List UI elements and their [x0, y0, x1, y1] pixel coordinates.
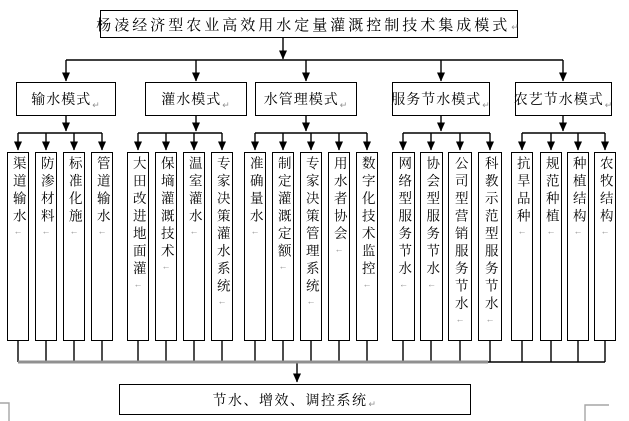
- paragraph-mark: ←: [455, 313, 465, 324]
- leaf-label: 种植结构: [570, 156, 586, 226]
- leaf-label: 专家决策灌水系统: [214, 156, 230, 296]
- paragraph-mark: ←: [306, 296, 316, 306]
- leaf-box: [328, 152, 350, 341]
- leaf-label: 温室灌水: [186, 156, 202, 226]
- paragraph-mark: ↵: [92, 100, 101, 110]
- leaf-box: [594, 152, 616, 341]
- paragraph-mark: ↵: [368, 399, 378, 409]
- leaf-box: [511, 152, 533, 341]
- mode-label: 农艺节水模式: [513, 91, 604, 107]
- paragraph-mark: ↵: [482, 100, 491, 110]
- leaf-box: [300, 152, 322, 341]
- mode-label: 服务节水模式: [391, 91, 482, 107]
- paragraph-mark: ←: [485, 313, 495, 324]
- paragraph-mark: ↵: [339, 100, 349, 110]
- leaf-label: 抗旱品种: [514, 156, 530, 226]
- mode-box-agronomic-water-saving: [515, 82, 612, 116]
- mode-label: 输水模式: [31, 91, 92, 107]
- leaf-box: [7, 152, 29, 341]
- leaf-box: [540, 152, 562, 341]
- paragraph-mark: ←: [250, 226, 260, 236]
- paragraph-mark: ←: [189, 226, 199, 236]
- leaf-label: 数字化技术监控: [359, 156, 375, 279]
- leaf-label: 标准化施: [66, 156, 82, 226]
- leaf-box: [448, 152, 472, 341]
- leaf-box: [392, 152, 415, 341]
- mode-box-water-transmission: [16, 82, 116, 116]
- leaf-label: 公司型营销服务节水: [452, 156, 468, 314]
- mode-label: 灌水模式: [161, 91, 222, 107]
- paragraph-mark: ←: [278, 261, 288, 271]
- paragraph-mark: ←: [97, 226, 107, 236]
- leaf-label: 农牧结构: [597, 156, 613, 226]
- leaf-box: [183, 152, 205, 341]
- result-text: 节水、增效、调控系统: [212, 391, 368, 408]
- leaf-box: [91, 152, 113, 341]
- paragraph-mark: ←: [427, 278, 436, 289]
- leaf-label: 协会型服务节水: [424, 156, 440, 279]
- paragraph-mark: ←: [69, 226, 79, 236]
- leaf-box: [35, 152, 57, 341]
- text-boundary-mark-right: [585, 405, 609, 421]
- leaf-label: 准确量水: [247, 156, 263, 226]
- paragraph-mark: ←: [517, 226, 527, 236]
- result-box: [119, 384, 471, 415]
- mode-box-service-water-saving: [392, 82, 490, 116]
- leaf-label: 科教示范型服务节水: [482, 156, 498, 314]
- paragraph-mark: ←: [573, 226, 583, 236]
- leaf-label: 保墒灌溉技术: [158, 156, 174, 261]
- paragraph-mark: ↵: [604, 100, 614, 110]
- text-boundary-mark-left: [0, 403, 9, 421]
- leaf-label: 防渗材料: [38, 156, 54, 226]
- leaf-box: [567, 152, 589, 341]
- mode-label: 水管理模式: [263, 91, 339, 107]
- leaf-label: 管道输水: [94, 156, 110, 226]
- leaf-box: [272, 152, 294, 341]
- paragraph-mark: ←: [600, 226, 610, 236]
- leaf-box: [155, 152, 177, 341]
- leaf-label: 用水者协会: [331, 156, 347, 244]
- paragraph-mark: ←: [13, 226, 23, 236]
- title-box: [96, 10, 522, 38]
- title-text: 杨凌经济型农业高效用水定量灌溉控制技术集成模式: [96, 16, 511, 34]
- leaf-box: [63, 152, 85, 341]
- paragraph-mark: ←: [217, 296, 227, 306]
- paragraph-mark: ←: [334, 243, 344, 254]
- paragraph-mark: ←: [161, 261, 171, 271]
- leaf-box: [244, 152, 266, 341]
- leaf-label: 渠道输水: [10, 156, 26, 226]
- leaf-box: [211, 152, 233, 341]
- paragraph-mark: ←: [362, 278, 372, 289]
- mode-box-water-management: [255, 82, 357, 116]
- leaf-label: 规范种植: [543, 156, 559, 226]
- leaf-box: [420, 152, 443, 341]
- paragraph-mark: ←: [41, 226, 51, 236]
- leaf-box: [127, 152, 149, 341]
- leaf-label: 大田改进地面灌: [130, 156, 146, 279]
- leaf-label: 制定灌溉定额: [275, 156, 291, 261]
- leaf-box: [478, 152, 502, 341]
- paragraph-mark: ←: [133, 278, 143, 289]
- mode-box-irrigation: [145, 82, 247, 116]
- paragraph-mark: ←: [546, 226, 556, 236]
- paragraph-mark: ↵: [222, 100, 231, 110]
- paragraph-mark: ←: [399, 278, 408, 289]
- paragraph-mark: ↵: [511, 22, 522, 32]
- leaf-label: 网络型服务节水: [396, 156, 412, 279]
- leaf-box: [356, 152, 378, 341]
- leaf-label: 专家决策管理系统: [303, 156, 319, 296]
